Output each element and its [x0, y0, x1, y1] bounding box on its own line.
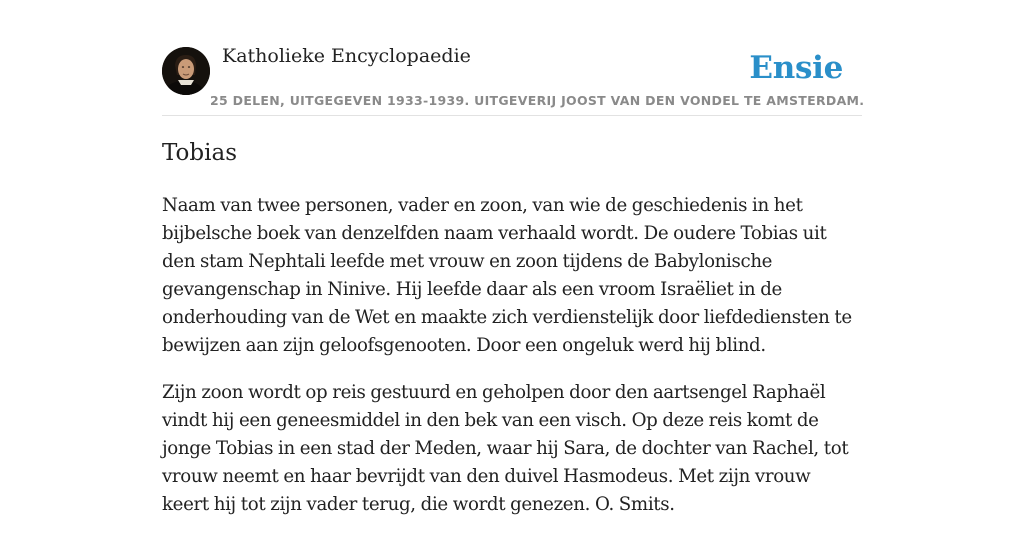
ensie-logo-link[interactable]: Ensie	[749, 50, 843, 86]
header	[162, 0, 865, 116]
article-body	[162, 192, 862, 538]
article-paragraph: Zijn zoon wordt op reis gestuurd en geholpen door den aartsengel Raphaël vindt hij een geneesmiddel in den bek van een visch. Op deze reis komt de jonge Tobias in een stad der Meden, waar hij Sara, de dochter van Rachel, tot vrouw neemt en haar bevrijdt van den duivel Hasmodeus. Met zijn vrouw keert hij tot zijn vader terug, die wordt genezen. O. Smits.	[162, 382, 849, 515]
article-title: Tobias	[162, 140, 237, 166]
book-title-link[interactable]: Katholieke Encyclopaedie	[222, 45, 471, 67]
page-container	[162, 0, 865, 515]
article-paragraph: Naam van twee personen, vader en zoon, van wie de geschiedenis in het bijbelsche boek van denzelfden naam verhaald wordt. De oudere Tobias uit den stam Nephtali leefde met vrouw en zoon tijdens de Babylonische gevangenschap in Ninive. Hij leefde daar als een vroom Israëliet in de onderhouding van de Wet en maakte zich verdienstelijk door liefdediensten te bewijzen aan zijn geloofsgenooten. Door een ongeluk werd hij blind.	[162, 195, 852, 356]
publication-info: 25 DELEN, UITGEGEVEN 1933-1939. UITGEVERIJ JOOST VAN DEN VONDEL TE AMSTERDAM.	[210, 93, 865, 108]
portrait-avatar-icon[interactable]	[162, 47, 210, 95]
